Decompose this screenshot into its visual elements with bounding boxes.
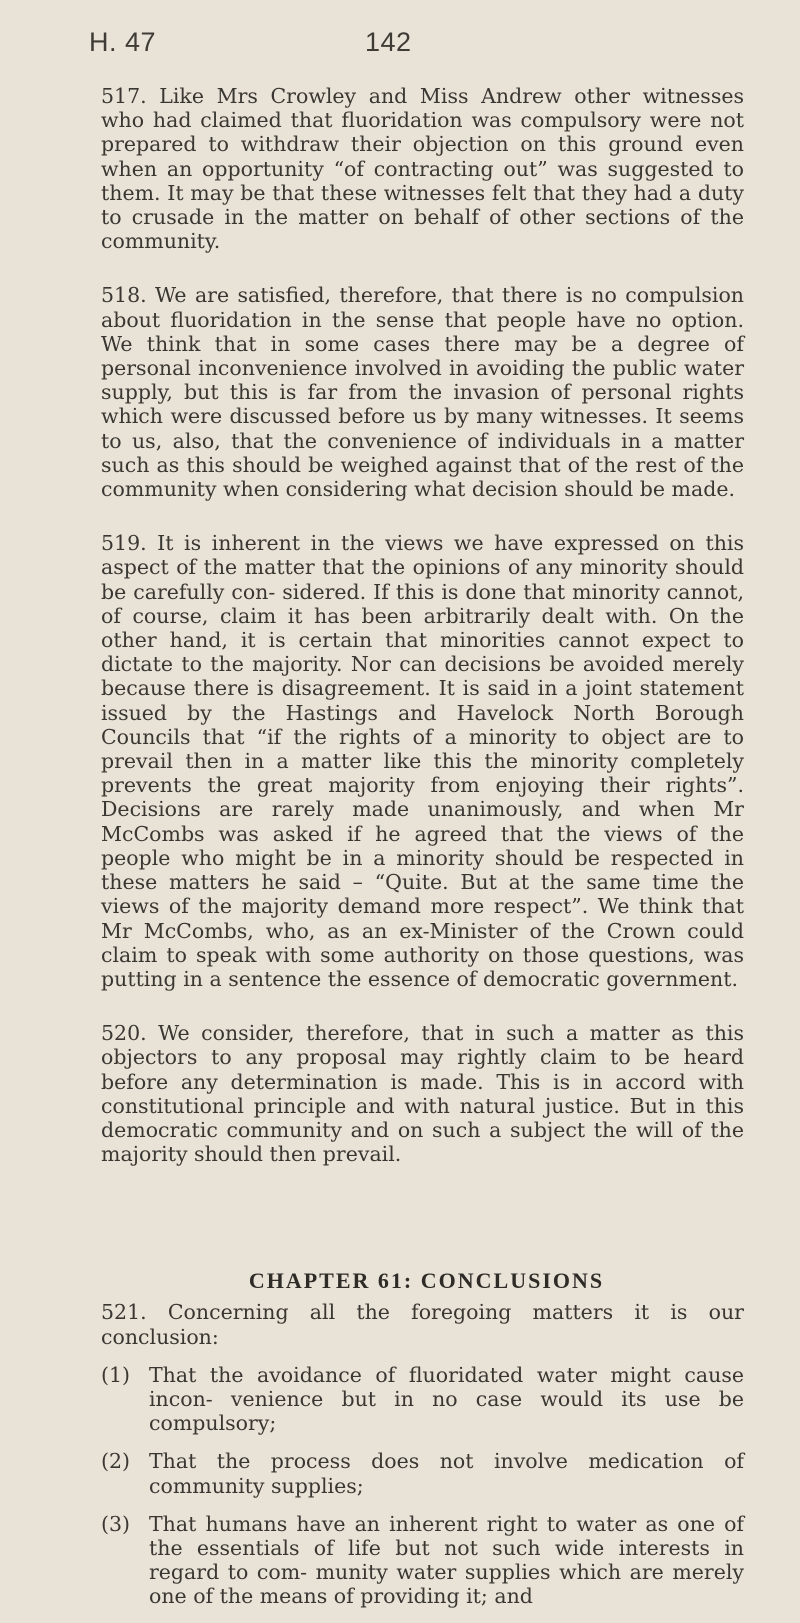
conclusion-item-text: That the process does not involve medication of community supplies; — [149, 1449, 744, 1498]
conclusion-item-number: (2) — [101, 1449, 131, 1474]
chapter-heading: CHAPTER 61: CONCLUSIONS — [248, 1268, 605, 1294]
paragraph-519: 519. It is inherent in the views we have expressed on this aspect of the matter that the opinions of any minority should be carefully con- sidered. If this is done that minority cannot, of course, claim it has been arbitrarily dealt with. On the other hand, it is certain that minorities cannot expect to dictate to the majority. Nor can decisions be avoided merely because there is disagreement. It is said in a joint statement issued by the Hastings and Havelock North Borough Councils that “if the rights of a minority to object are to prevail then in a matter like this the minority completely prevents the great majority from enjoying their rights”. Decisions are rarely made unanimously, and when Mr McCombs was asked if he agreed that the views of the people who might be in a minority should be respected in these matters he said – “Quite. But at the same time the views of the majority demand more respect”. We think that Mr McCombs, who, as an ex-Minister of the Crown could claim to speak with some authority on those questions, was putting in a sentence the essence of democratic government. — [101, 531, 744, 991]
conclusion-item-text: That the avoidance of fluoridated water might cause incon- venience but in no case would its use be compulsory; — [149, 1362, 744, 1436]
page-number: 142 — [365, 27, 412, 57]
paragraph-518: 518. We are satisfied, therefore, that there is no compulsion about fluoridation in the sense that people have no option. We think that in some cases there may be a degree of personal inconvenience involved in avoiding the public water supply, but this is far from the invasion of personal rights which were discussed before us by many witnesses. It seems to us, also, that the convenience of individuals in a matter such as this should be weighed against that of the rest of the community when considering what decision should be made. — [101, 283, 744, 502]
conclusion-item — [101, 1363, 744, 1436]
page-body — [101, 84, 744, 1623]
paragraph-521: 521. Concerning all the foregoing matters it is our conclusion: — [101, 1300, 744, 1349]
paragraph-517: 517. Like Mrs Crowley and Miss Andrew other witnesses who had claimed that fluoridation was compulsory were not prepared to withdraw their objection on this ground even when an opportunity “of contracting out” was suggested to them. It may be that these witnesses felt that they had a duty to crusade in the matter on behalf of other sections of the community. — [101, 84, 744, 254]
conclusion-item-number: (3) — [101, 1511, 131, 1536]
paragraph-520: 520. We consider, therefore, that in such a matter as this objectors to any proposal may rightly claim to be heard before any determination is made. This is in accord with constitutional principle and with natural justice. But in this democratic community and on such a subject the will of the majority should then prevail. — [101, 1021, 744, 1167]
conclusion-item — [101, 1449, 744, 1497]
conclusion-item-text: That humans have an inherent right to water as one of the essentials of life but not such wide interests in regard to com- munity water supplies which are merely one of the means of providing it; and — [149, 1511, 744, 1609]
conclusion-item — [101, 1512, 744, 1609]
conclusion-item-number: (1) — [101, 1362, 131, 1387]
document-reference: H. 47 — [89, 27, 157, 57]
page-header — [89, 27, 744, 67]
